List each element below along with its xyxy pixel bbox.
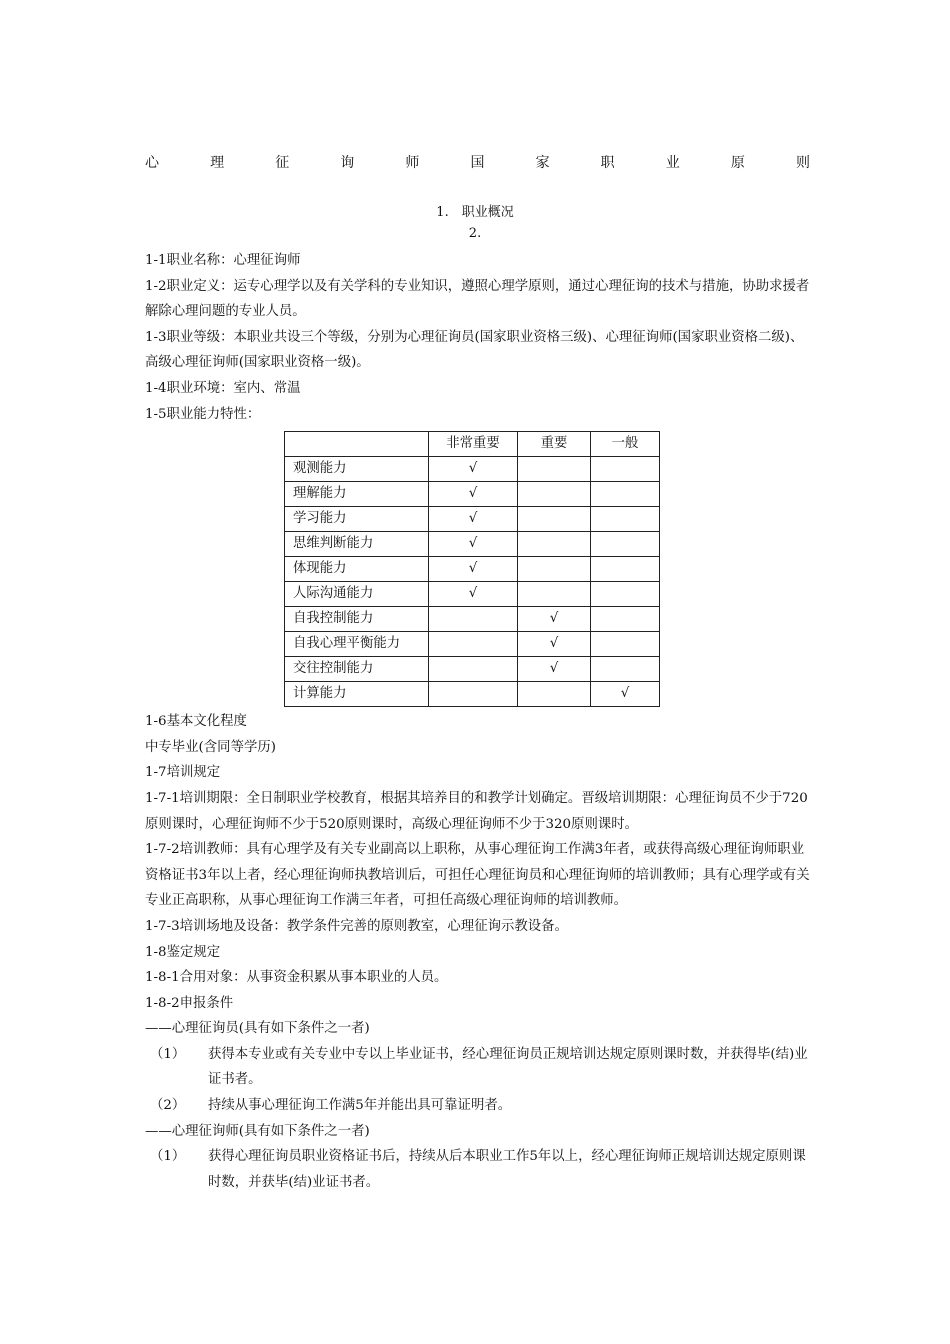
ability-name: 思维判断能力 — [285, 532, 429, 557]
check-mark: √ — [429, 532, 518, 557]
list-item-number: （2） — [150, 1098, 186, 1114]
check-mark: √ — [518, 657, 591, 682]
table-header-row — [285, 432, 660, 457]
check-mark — [518, 482, 591, 507]
title-char: 国 — [470, 155, 485, 171]
title-char: 原 — [730, 155, 745, 171]
table-row — [285, 657, 660, 682]
paragraph: 1-6基本文化程度 — [145, 714, 247, 730]
check-mark: √ — [429, 507, 518, 532]
ability-name: 自我心理平衡能力 — [285, 632, 429, 657]
list-item — [145, 1042, 810, 1093]
check-mark: √ — [429, 557, 518, 582]
check-mark — [518, 682, 591, 707]
ability-name: 人际沟通能力 — [285, 582, 429, 607]
paragraph: 1-1职业名称：心理征询师 — [145, 253, 301, 268]
table-row — [285, 532, 660, 557]
check-mark — [518, 557, 591, 582]
check-mark: √ — [429, 457, 518, 482]
table-header-cell: 重要 — [518, 432, 591, 457]
ability-name: 自我控制能力 — [285, 607, 429, 632]
title-char: 心 — [145, 155, 159, 171]
group-heading: ——心理征询师(具有如下条件之一者) — [145, 1123, 370, 1139]
check-mark: √ — [591, 682, 660, 707]
check-mark — [591, 532, 660, 557]
paragraph: 1-7-1培训期限：全日制职业学校教育，根据其培养目的和教学计划确定。晋级培训期限：心理征询员不少于720原则课时，心理征询师不少于520原则课时，高级心理征询师不少于320原则课时。 — [145, 790, 808, 832]
section-heading: 1. 职业概况 — [436, 205, 514, 220]
check-mark — [591, 457, 660, 482]
section-subheading: 2. — [468, 226, 482, 241]
ability-name: 观测能力 — [285, 457, 429, 482]
title-char: 询 — [340, 155, 355, 171]
list-item-number: （1） — [150, 1149, 186, 1165]
list-item — [145, 1093, 810, 1119]
check-mark: √ — [518, 632, 591, 657]
title-char: 职 — [600, 155, 615, 171]
ability-name: 计算能力 — [285, 682, 429, 707]
check-mark: √ — [429, 582, 518, 607]
list-item-number: （1） — [150, 1046, 186, 1062]
paragraph: 1-4职业环境：室内、常温 — [145, 380, 301, 396]
title-char: 家 — [535, 155, 550, 171]
title-char: 征 — [275, 155, 290, 171]
table-header-cell: 非常重要 — [429, 432, 518, 457]
table-row — [285, 482, 660, 507]
check-mark — [429, 607, 518, 632]
title-char: 师 — [405, 155, 420, 171]
table-row — [285, 607, 660, 632]
check-mark — [429, 632, 518, 657]
list-item-text: 获得本专业或有关专业中专以上毕业证书，经心理征询员正规培训达规定原则课时数，并获得毕(结)业证书者。 — [208, 1046, 808, 1088]
list-item-text: 持续从事心理征询工作满5年并能出具可靠证明者。 — [208, 1098, 512, 1114]
check-mark — [429, 657, 518, 682]
paragraph: 1-7-2培训教师：具有心理学及有关专业副高以上职称，从事心理征询工作满3年者，或获得高级心理征询师职业资格证书3年以上者，经心理征询师执教培训后，可担任心理征询员和心理征询师的培训教师；具有心理学或有关专业正高职称，从事心理征询工作满三年者，可担任高级心理征询师的培训教师。 — [145, 842, 810, 909]
table-header-cell — [285, 432, 429, 457]
ability-name: 体现能力 — [285, 557, 429, 582]
check-mark — [591, 557, 660, 582]
document-title — [145, 152, 810, 172]
check-mark: √ — [518, 607, 591, 632]
paragraph: 1-8-2申报条件 — [145, 995, 234, 1011]
check-mark — [591, 607, 660, 632]
paragraph: 1-8-1合用对象：从事资金积累从事本职业的人员。 — [145, 970, 448, 986]
check-mark — [429, 682, 518, 707]
check-mark — [518, 507, 591, 532]
check-mark: √ — [429, 482, 518, 507]
table-row — [285, 557, 660, 582]
check-mark — [591, 507, 660, 532]
check-mark — [591, 657, 660, 682]
paragraph: 1-5职业能力特性： — [145, 406, 261, 422]
ability-name: 学习能力 — [285, 507, 429, 532]
table-row — [285, 582, 660, 607]
paragraph: 1-8鉴定规定 — [145, 944, 221, 960]
ability-table — [284, 431, 660, 707]
check-mark — [591, 582, 660, 607]
title-char: 则 — [795, 155, 810, 171]
check-mark — [518, 532, 591, 557]
check-mark — [591, 632, 660, 657]
document-body — [145, 248, 810, 1195]
check-mark — [518, 457, 591, 482]
paragraph: 1-2职业定义：运专心理学以及有关学科的专业知识，遵照心理学原则，通过心理征询的技术与措施，协助求援者解除心理问题的专业人员。 — [145, 278, 810, 320]
table-row — [285, 632, 660, 657]
table-header-cell: 一般 — [591, 432, 660, 457]
paragraph: 1-7-3培训场地及设备：教学条件完善的原则教室，心理征询示教设备。 — [145, 918, 568, 934]
group-heading: ——心理征询员(具有如下条件之一者) — [145, 1021, 370, 1037]
ability-name: 理解能力 — [285, 482, 429, 507]
title-char: 业 — [665, 155, 680, 171]
check-mark — [518, 582, 591, 607]
paragraph: 中专毕业(含同等学历) — [145, 739, 276, 755]
title-char: 理 — [210, 155, 225, 171]
table-row — [285, 457, 660, 482]
ability-name: 交往控制能力 — [285, 657, 429, 682]
list-item-text: 获得心理征询员职业资格证书后，持续从后本职业工作5年以上，经心理征询师正规培训达规定原则课时数，并获毕(结)业证书者。 — [208, 1149, 806, 1190]
check-mark — [591, 482, 660, 507]
table-row — [285, 507, 660, 532]
list-item — [145, 1144, 810, 1195]
paragraph: 1-3职业等级：本职业共设三个等级，分别为心理征询员(国家职业资格三级)、心理征询师(国家职业资格二级)、高级心理征询师(国家职业资格一级)。 — [145, 329, 804, 371]
paragraph: 1-7培训规定 — [145, 765, 221, 781]
table-row — [285, 682, 660, 707]
